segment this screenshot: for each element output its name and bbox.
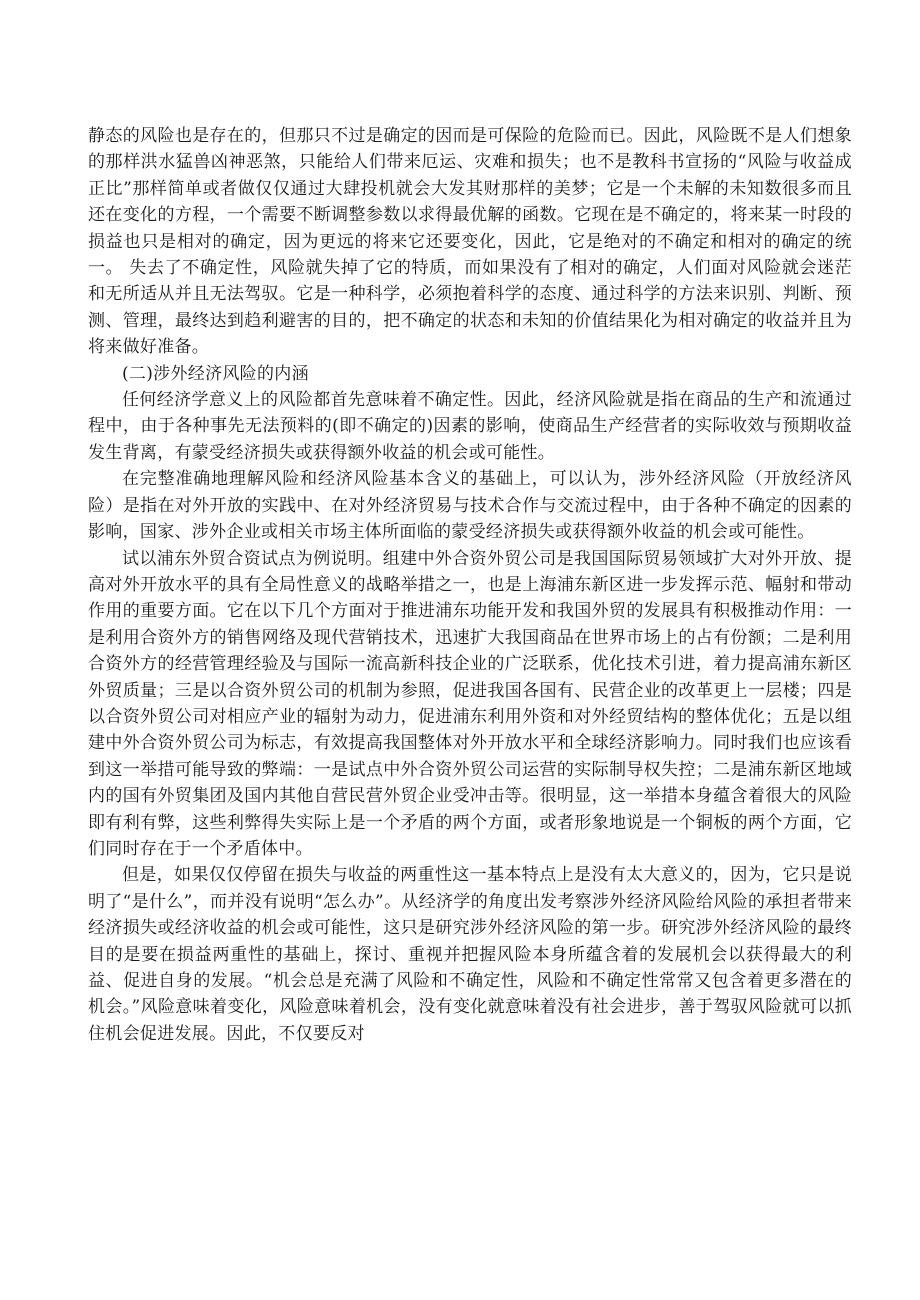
section-heading: (二)涉外经济风险的内涵 <box>122 363 309 384</box>
document-body <box>88 123 852 1047</box>
paragraph: 任何经济学意义上的风险都首先意味着不确定性。因此，经济风险就是指在商品的生产和流通过程中，由于各种事先无法预料的(即不确定的)因素的影响，使商品生产经营者的实际收效与预期收益发生背离，有蒙受经济损失或获得额外收益的机会或可能性。 <box>88 390 852 463</box>
paragraph: 静态的风险也是存在的，但那只不过是确定的因而是可保险的危险而已。因此，风险既不是人们想象的那样洪水猛兽凶神恶煞，只能给人们带来厄运、灾难和损失；也不是教科书宣扬的“风险与收益成正比”那样简单或者做仅仅通过大肆投机就会大发其财那样的美梦；它是一个未解的未知数很多而且还在变化的方程，一个需要不断调整参数以求得最优解的函数。它现在是不确定的，将来某一时段的损益也只是相对的确定，因为更远的将来它还要变化，因此，它是绝对的不确定和相对的确定的统一。 失去了不确定性，风险就失掉了它的特质，而如果没有了相对的确定，人们面对风险就会迷茫和无所适从并且无法驾驭。它是一种科学，必须抱着科学的态度、通过科学的方法来识别、判断、预测、管理，最终达到趋利避害的目的，把不确定的状态和未知的价值结果化为相对确定的收益并且为将来做好准备。 <box>88 126 852 358</box>
paragraph: 试以浦东外贸合资试点为例说明。组建中外合资外贸公司是我国国际贸易领域扩大对外开放、提高对外开放水平的具有全局性意义的战略举措之一，也是上海浦东新区进一步发挥示范、幅射和带动作用的重要方面。它在以下几个方面对于推进浦东功能开发和我国外贸的发展具有积极推动作用：一是利用合资外方的销售网络及现代营销技术，迅速扩大我国商品在世界市场上的占有份额；二是利用合资外方的经营管理经验及与国际一流高新科技企业的广泛联系，优化技术引进，着力提高浦东新区外贸质量；三是以合资外贸公司的机制为参照，促进我国各国有、民营企业的改革更上一层楼；四是以合资外贸公司对相应产业的辐射为动力，促进浦东利用外资和对外经贸结构的整体优化；五是以组建中外合资外贸公司为标志，有效提高我国整体对外开放水平和全球经济影响力。同时我们也应该看到这一举措可能导致的弊端：一是试点中外合资外贸公司运营的实际制导权失控；二是浦东新区地域内的国有外贸集团及国内其他自营民营外贸企业受冲击等。很明显，这一举措本身蕴含着很大的风险即有利有弊，这些利弊得失实际上是一个矛盾的两个方面，或者形象地说是一个铜板的两个方面，它们同时存在于一个矛盾体中。 <box>88 548 852 859</box>
paragraph: 在完整准确地理解风险和经济风险基本含义的基础上，可以认为，涉外经济风险（开放经济风险）是指在对外开放的实践中、在对外经济贸易与技术合作与交流过程中，由于各种不确定的因素的影响，国家、涉外企业或相关市场主体所面临的蒙受经济损失或获得额外收益的机会或可能性。 <box>88 469 852 543</box>
paragraph: 但是，如果仅仅停留在损失与收益的两重性这一基本特点上是没有太大意义的，因为，它只是说明了“是什么”，而并没有说明“怎么办”。从经济学的角度出发考察涉外经济风险给风险的承担者带来经济损失或经济收益的机会或可能性，这只是研究涉外经济风险的第一步。研究涉外经济风险的最终目的是要在损益两重性的基础上，探讨、重视并把握风险本身所蕴含着的发展机会以获得最大的利益、促进自身的发展。“机会总是充满了风险和不确定性，风险和不确定性常常又包含着更多潜在的机会。”风险意味着变化，风险意味着机会，没有变化就意味着没有社会进步，善于驾驭风险就可以抓住机会促进发展。因此，不仅要反对 <box>88 865 852 1044</box>
